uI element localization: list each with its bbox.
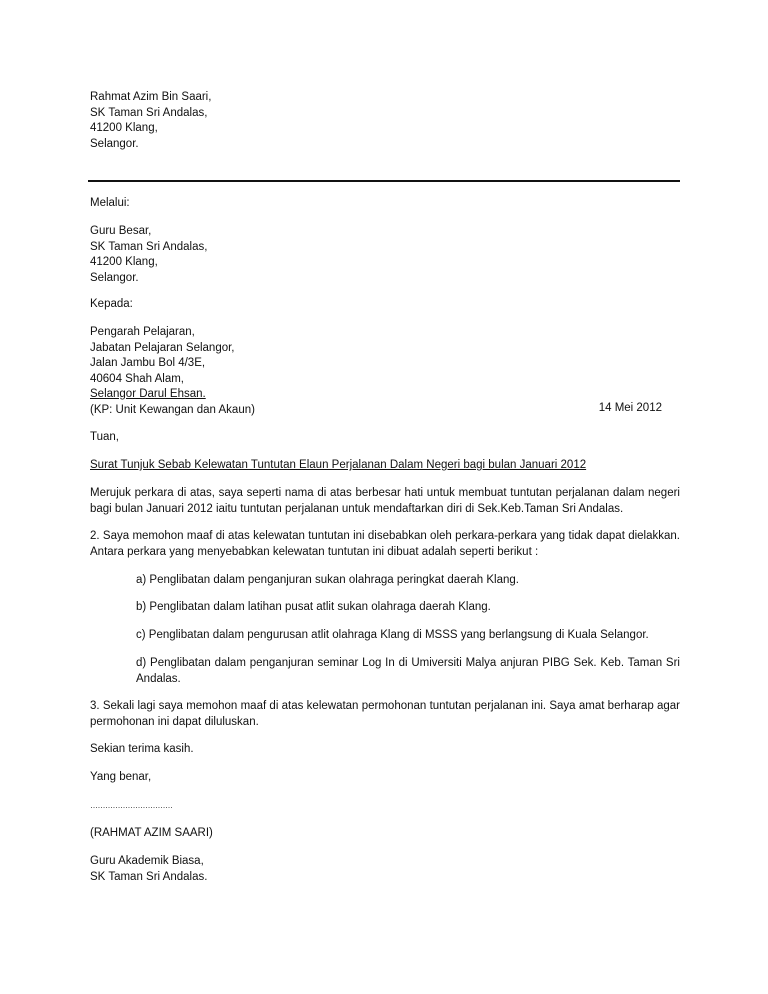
salutation: Tuan, [90, 431, 119, 443]
sender-postcode: 41200 Klang, [90, 122, 158, 134]
sender-name: Rahmat Azim Bin Saari, [90, 91, 212, 103]
via-postcode: 41200 Klang, [90, 256, 158, 268]
signoff-text: Yang benar, [90, 771, 152, 783]
paragraph-3: 3. Sekali lagi saya memohon maaf di atas kelewatan permohonan tuntutan perjalanan ini. Saya amat berharap agar permohonan ini dapat diluluskan. [90, 700, 680, 728]
closing-text: Sekian terima kasih. [90, 743, 194, 755]
header-divider [88, 180, 680, 182]
recipient-street: Jalan Jambu Bol 4/3E, [90, 357, 206, 369]
sender-school: SK Taman Sri Andalas, [90, 106, 208, 119]
recipient-dept: Jabatan Pelajaran Selangor, [90, 341, 235, 354]
via-title: Guru Besar, [90, 225, 152, 237]
list-item-a: a) Penglibatan dalam penganjuran sukan olahraga peringkat daerah Klang. [136, 574, 519, 586]
recipient-label: Kepada: [90, 298, 133, 310]
paragraph-2: 2. Saya memohon maaf di atas kelewatan tuntutan ini disebabkan oleh perkara-perkara yang tidak dapat dielakkan. Antara perkara yang menyebabkan kelewatan tuntutan ini dibuat adalah seperti berikut : [90, 530, 680, 558]
letter-date: 14 Mei 2012 [598, 402, 662, 414]
recipient-attn: (KP: Unit Kewangan dan Akaun) [90, 403, 255, 416]
via-address [90, 224, 680, 286]
recipient-address [90, 325, 680, 418]
list-item-b: b) Penglibatan dalam latihan pusat atlit sukan olahraga daerah Klang. [136, 601, 491, 613]
via-state: Selangor. [90, 271, 139, 284]
subject-line: Surat Tunjuk Sebab Kelewatan Tuntutan Elaun Perjalanan Dalam Negeri bagi bulan Januari 2012 [90, 459, 587, 471]
signatory-position [90, 854, 680, 885]
list-item-c: c) Penglibatan dalam pengurusan atlit olahraga Klang di MSSS yang berlangsung di Kuala Selangor. [136, 629, 649, 641]
recipient-state: Selangor Darul Ehsan. [90, 388, 206, 400]
sender-state: Selangor. [90, 137, 139, 150]
recipient-city: 40604 Shah Alam, [90, 372, 184, 385]
position-title: Guru Akademik Biasa, [90, 855, 204, 867]
list-item-d: d) Penglibatan dalam penganjuran seminar Log In di Umiversiti Malya anjuran PIBG Sek. Keb. Taman Sri Andalas. [136, 657, 680, 685]
position-school: SK Taman Sri Andalas. [90, 870, 208, 883]
signature-line: …………………………… [90, 801, 173, 810]
paragraph-1: Merujuk perkara di atas, saya seperti nama di atas berbesar hati untuk membuat tuntutan perjalanan dalam negeri bagi bulan Januari 2012 iaitu tuntutan perjalanan untuk mendaftarkan diri di Sek.Keb.Taman Sri Andalas. [90, 487, 680, 515]
recipient-title: Pengarah Pelajaran, [90, 326, 195, 338]
sender-address [90, 90, 680, 152]
via-label: Melalui: [90, 197, 130, 209]
via-school: SK Taman Sri Andalas, [90, 240, 208, 253]
signatory-name: (RAHMAT AZIM SAARI) [90, 827, 213, 839]
